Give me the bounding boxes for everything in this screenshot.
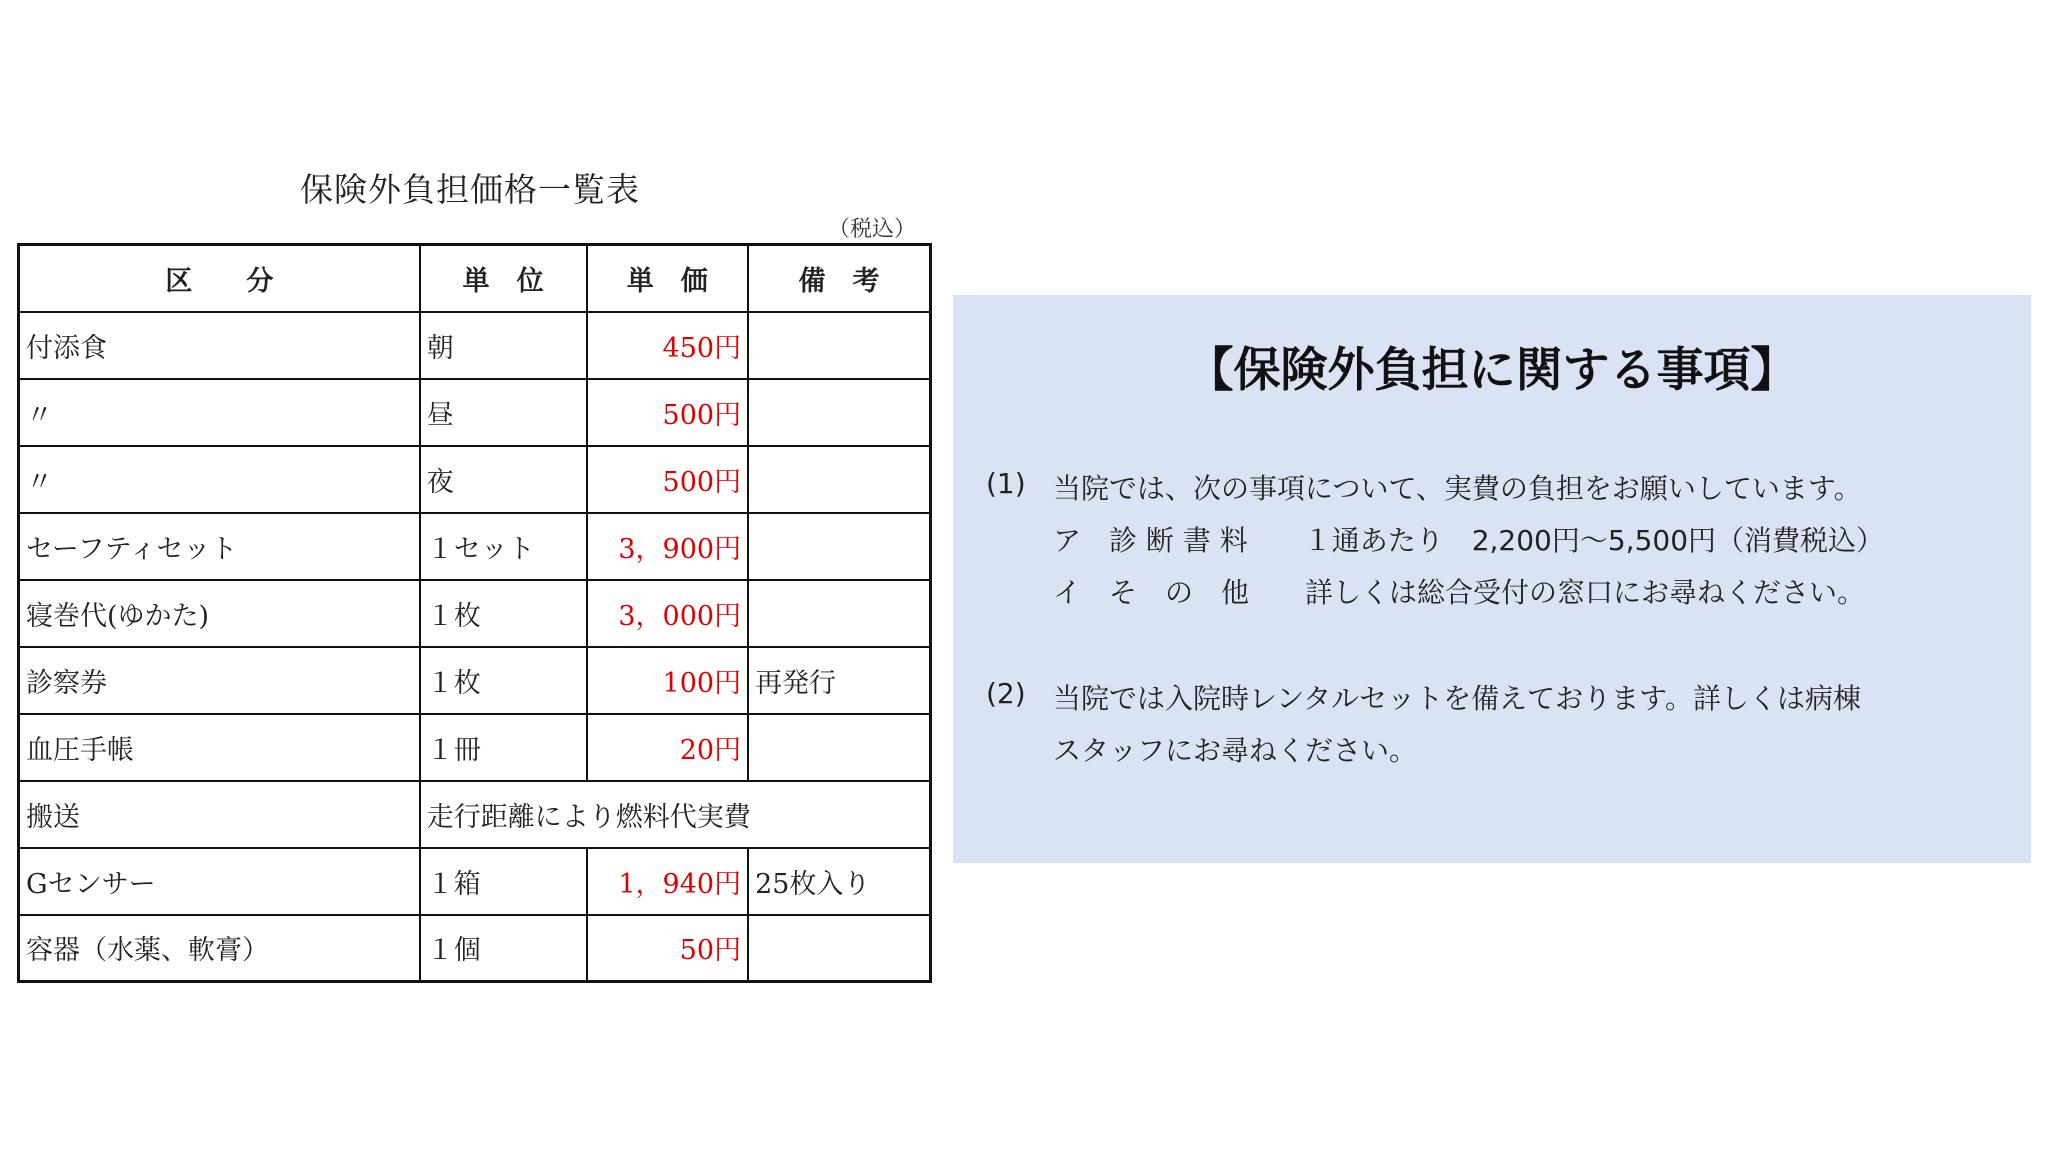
table-row	[19, 647, 931, 714]
cell-note: 25枚入り	[748, 848, 930, 915]
cell-note	[748, 915, 930, 982]
cell-note	[748, 446, 930, 513]
cell-note	[748, 580, 930, 647]
cell-category: 寝巻代(ゆかた)	[19, 580, 420, 647]
item1-sub-b: イ そ の 他 詳しくは総合受付の窓口にお尋ねください。	[1053, 576, 1866, 609]
header-category: 区 分	[19, 245, 420, 312]
cell-unit: １個	[420, 915, 587, 982]
item2-text-line2: スタッフにお尋ねください。	[1053, 734, 1418, 767]
table-row	[19, 781, 931, 848]
notice-panel	[953, 295, 2031, 863]
cell-unit: 昼	[420, 379, 587, 446]
table-row	[19, 714, 931, 781]
table-row	[19, 915, 931, 982]
item1-number: (1)	[986, 467, 1026, 500]
page-title: 保険外負担価格一覧表	[300, 170, 640, 209]
cell-category: 診察券	[19, 647, 420, 714]
cell-category: 〃	[19, 379, 420, 446]
table-row	[19, 513, 931, 580]
table-row	[19, 446, 931, 513]
cell-unit-merged: 走行距離により燃料代実費	[420, 781, 931, 848]
header-note: 備 考	[748, 245, 930, 312]
item2-number: (2)	[986, 677, 1026, 710]
cell-price: 1，940円	[587, 848, 749, 915]
cell-note	[748, 312, 930, 379]
cell-unit: １箱	[420, 848, 587, 915]
cell-price: 500円	[587, 446, 749, 513]
cell-unit: １冊	[420, 714, 587, 781]
cell-note	[748, 714, 930, 781]
cell-category: 容器（水薬、軟膏）	[19, 915, 420, 982]
cell-unit: 朝	[420, 312, 587, 379]
header-unit: 単 位	[420, 245, 587, 312]
cell-category: 付添食	[19, 312, 420, 379]
cell-category: 搬送	[19, 781, 420, 848]
header-price: 単 価	[587, 245, 749, 312]
table-row	[19, 312, 931, 379]
cell-note: 再発行	[748, 647, 930, 714]
cell-category: Gセンサー	[19, 848, 420, 915]
cell-category: セーフティセット	[19, 513, 420, 580]
fee-table	[17, 243, 932, 983]
cell-category: 血圧手帳	[19, 714, 420, 781]
cell-price: 20円	[587, 714, 749, 781]
cell-unit: １枚	[420, 580, 587, 647]
notice-title: 【保険外負担に関する事項】	[1186, 343, 1798, 398]
cell-price: 500円	[587, 379, 749, 446]
cell-price: 450円	[587, 312, 749, 379]
cell-price: 50円	[587, 915, 749, 982]
tax-note: （税込）	[828, 217, 917, 242]
cell-price: 3，000円	[587, 580, 749, 647]
cell-category: 〃	[19, 446, 420, 513]
cell-price: 100円	[587, 647, 749, 714]
cell-unit: 夜	[420, 446, 587, 513]
cell-unit: １セット	[420, 513, 587, 580]
cell-price: 3，900円	[587, 513, 749, 580]
table-row	[19, 580, 931, 647]
cell-note	[748, 379, 930, 446]
cell-unit: １枚	[420, 647, 587, 714]
item2-text-line1: 当院では入院時レンタルセットを備えております。詳しくは病棟	[1053, 682, 1861, 715]
item1-text: 当院では、次の事項について、実費の負担をお願いしています。	[1053, 472, 1862, 505]
table-row	[19, 848, 931, 915]
cell-note	[748, 513, 930, 580]
table-row	[19, 379, 931, 446]
item1-sub-a: ア 診 断 書 料 １通あたり 2,200円～5,500円（消費税込）	[1053, 524, 1885, 557]
table-header-row	[19, 245, 931, 312]
